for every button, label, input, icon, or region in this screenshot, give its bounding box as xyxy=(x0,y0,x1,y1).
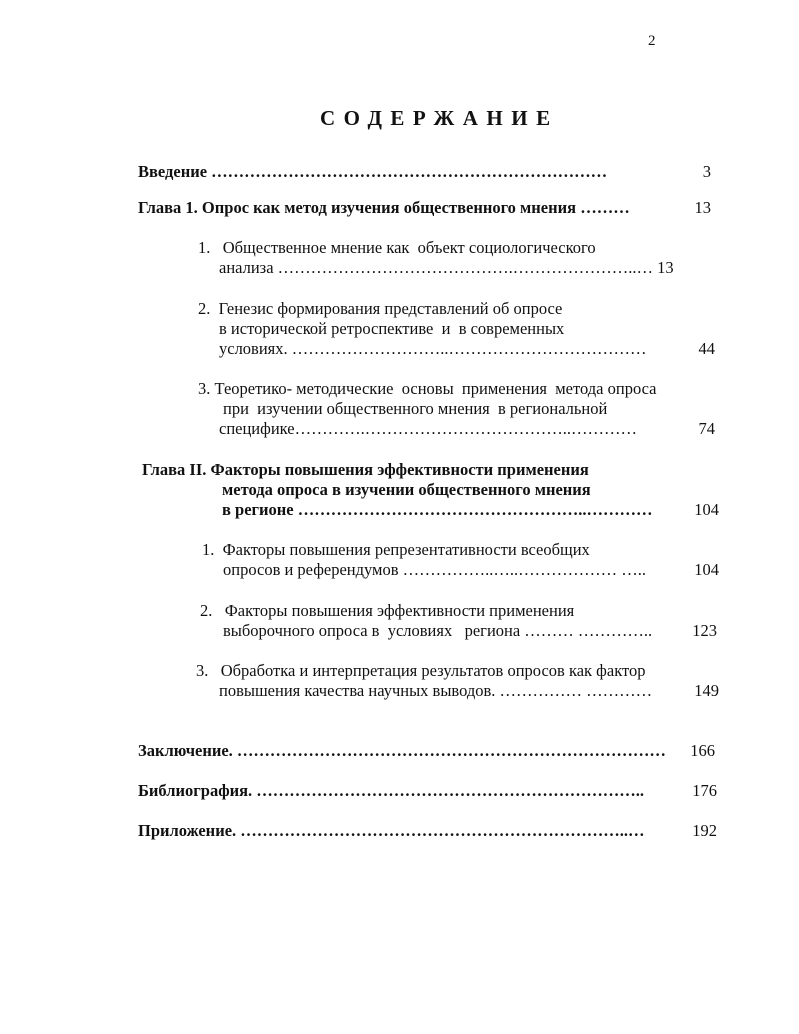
toc-section-line: 2. Генезис формирования представлений об опросе xyxy=(198,299,563,318)
toc-entry-page: 149 xyxy=(694,681,719,700)
toc-section-line: 1. Факторы повышения репрезентативности всеобщих xyxy=(202,540,590,559)
toc-section-line: повышения качества научных выводов. …………… ………… xyxy=(219,681,653,700)
toc-entry-text: Глава II. Факторы повышения эффективности применения xyxy=(142,460,589,479)
toc-section-line: при изучении общественного мнения в региональной xyxy=(223,399,608,418)
toc-section-line: 2. Факторы повышения эффективности применения xyxy=(200,601,575,620)
toc-entry-page: 13 xyxy=(694,198,711,217)
toc-section-line: условиях. ………………………..……………………………… xyxy=(219,339,647,358)
toc-entry-text: в регионе ……………………………………………..………… xyxy=(222,500,653,519)
page-number: 2 xyxy=(648,33,656,49)
toc-entry-text: Введение ……………………………………………………………… xyxy=(138,162,608,181)
toc-entry-page: 44 xyxy=(698,339,715,358)
toc-section-line: 1. Общественное мнение как объект социологического xyxy=(198,238,596,257)
toc-entry-page: 104 xyxy=(694,500,719,519)
toc-section-line: в исторической ретроспективе и в современных xyxy=(219,319,565,338)
toc-entry-page: 192 xyxy=(692,821,717,840)
toc-section-line: 3. Теоретико- методические основы применения метода опроса xyxy=(198,379,657,398)
toc-section-line: опросов и референдумов ……………..…..……………… ….. xyxy=(223,560,647,579)
toc-entry-page: 166 xyxy=(690,741,715,760)
toc-entry-text: Библиография. …………………………………………………………….. xyxy=(138,781,645,800)
page-title: СОДЕРЖАНИЕ xyxy=(320,106,559,130)
toc-entry-page: 176 xyxy=(692,781,717,800)
toc-section-line: выборочного опроса в условиях региона ……… ………….. xyxy=(223,621,653,640)
toc-entry-text: метода опроса в изучении общественного мнения xyxy=(222,480,591,499)
toc-section-line: анализа …………………………………….…………………..… 13 xyxy=(219,258,674,277)
toc-section-line: специфике………….………………………………..………… xyxy=(219,419,637,438)
toc-entry-page: 104 xyxy=(694,560,719,579)
toc-entry-text: Глава 1. Опрос как метод изучения общественного мнения ……… xyxy=(138,198,630,217)
toc-entry-page: 123 xyxy=(692,621,717,640)
toc-entry-text: Приложение. ……………………………………………………………..… xyxy=(138,821,645,840)
toc-entry-text: Заключение. …………………………………………………………………… xyxy=(138,741,666,760)
toc-entry-page: 74 xyxy=(698,419,715,438)
toc-entry-page: 3 xyxy=(702,162,711,181)
toc-section-line: 3. Обработка и интерпретация результатов опросов как фактор xyxy=(196,661,646,680)
